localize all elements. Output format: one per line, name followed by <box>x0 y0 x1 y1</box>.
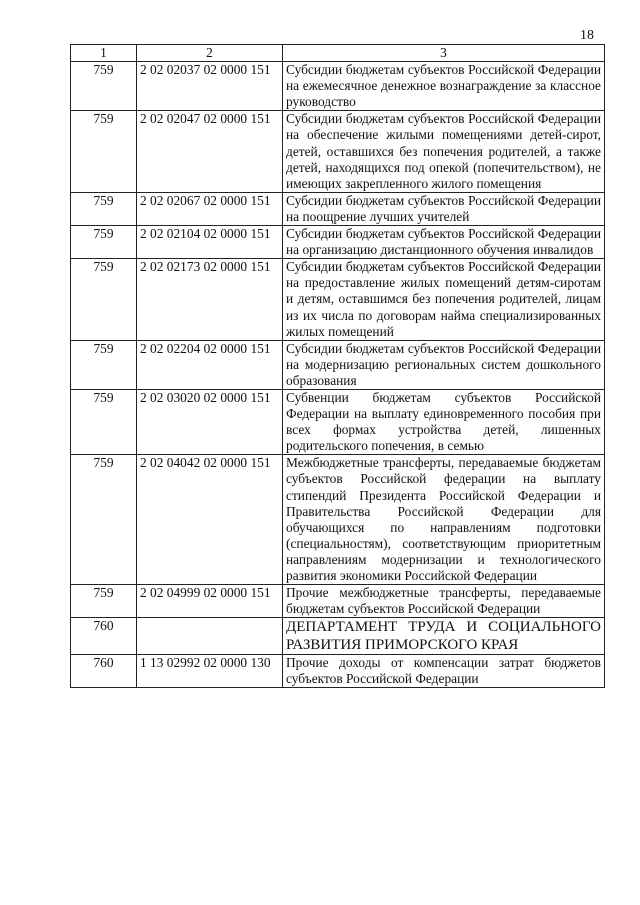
description-cell: Субсидии бюджетам субъектов Российской Федерации на поощрение лучших учителей <box>283 192 605 225</box>
table-row <box>71 455 605 585</box>
description-cell: Межбюджетные трансферты, передаваемые бюджетам субъектов Российской федерации на выплату стипендий Президента Российской Федерации и Правительства Российской Федерации для обучающихся по направлениям подготовки (специальностям), соответствующим приоритетным направлениям модернизации и технологического развития экономики Российской Федерации <box>283 455 605 585</box>
revenue-code-cell: 2 02 02173 02 0000 151 <box>137 259 283 340</box>
table-row <box>71 340 605 389</box>
admin-code-cell: 759 <box>71 259 137 340</box>
admin-code-cell: 759 <box>71 340 137 389</box>
description-cell: Прочие межбюджетные трансферты, передаваемые бюджетам субъектов Российской Федерации <box>283 585 605 618</box>
revenue-code-cell: 2 02 03020 02 0000 151 <box>137 389 283 454</box>
department-heading-row <box>71 618 605 655</box>
description-cell: Субвенции бюджетам субъектов Российской Федерации на выплату единовременного пособия при всех формах устройства детей, лишенных родительского попечения, в семью <box>283 389 605 454</box>
table-row <box>71 62 605 111</box>
revenue-code-cell: 2 02 02104 02 0000 151 <box>137 226 283 259</box>
admin-code-cell: 759 <box>71 585 137 618</box>
table-row <box>71 389 605 454</box>
admin-code-cell: 759 <box>71 455 137 585</box>
column-header-1: 1 <box>71 45 137 62</box>
table-header-row <box>71 45 605 62</box>
column-header-2: 2 <box>137 45 283 62</box>
admin-code-cell: 759 <box>71 192 137 225</box>
description-cell: Субсидии бюджетам субъектов Российской Федерации на организацию дистанционного обучения инвалидов <box>283 226 605 259</box>
description-cell: Прочие доходы от компенсации затрат бюджетов субъектов Российской Федерации <box>283 655 605 688</box>
admin-code-cell: 759 <box>71 62 137 111</box>
revenue-code-cell: 2 02 04042 02 0000 151 <box>137 455 283 585</box>
admin-code-cell: 760 <box>71 655 137 688</box>
column-header-3: 3 <box>283 45 605 62</box>
revenue-code-cell: 2 02 04999 02 0000 151 <box>137 585 283 618</box>
page-number: 18 <box>580 28 594 43</box>
table-row <box>71 585 605 618</box>
table-row <box>71 226 605 259</box>
table-row <box>71 111 605 192</box>
department-name-cell: ДЕПАРТАМЕНТ ТРУДА И СОЦИАЛЬНОГО РАЗВИТИЯ ПРИМОРСКОГО КРАЯ <box>283 618 605 655</box>
table-row <box>71 655 605 688</box>
revenue-code-cell: 2 02 02204 02 0000 151 <box>137 340 283 389</box>
table-row <box>71 192 605 225</box>
revenue-code-cell: 2 02 02037 02 0000 151 <box>137 62 283 111</box>
admin-code-cell: 760 <box>71 618 137 655</box>
revenue-codes-table <box>70 44 605 688</box>
admin-code-cell: 759 <box>71 111 137 192</box>
description-cell: Субсидии бюджетам субъектов Российской Федерации на модернизацию региональных систем дошкольного образования <box>283 340 605 389</box>
revenue-code-cell: 2 02 02047 02 0000 151 <box>137 111 283 192</box>
admin-code-cell: 759 <box>71 389 137 454</box>
table-row <box>71 259 605 340</box>
admin-code-cell: 759 <box>71 226 137 259</box>
description-cell: Субсидии бюджетам субъектов Российской Федерации на предоставление жилых помещений детям-сиротам и детям, оставшимся без попечения родителей, лицам из их числа по договорам найма специализированных жилых помещений <box>283 259 605 340</box>
revenue-code-cell: 2 02 02067 02 0000 151 <box>137 192 283 225</box>
description-cell: Субсидии бюджетам субъектов Российской Федерации на обеспечение жилыми помещениями детей-сирот, детей, оставшихся без попечения родителей, а также детей, находящихся под опекой (попечительством), не имеющих закрепленного жилого помещения <box>283 111 605 192</box>
description-cell: Субсидии бюджетам субъектов Российской Федерации на ежемесячное денежное вознаграждение за классное руководство <box>283 62 605 111</box>
revenue-code-cell: 1 13 02992 02 0000 130 <box>137 655 283 688</box>
revenue-code-cell <box>137 618 283 655</box>
